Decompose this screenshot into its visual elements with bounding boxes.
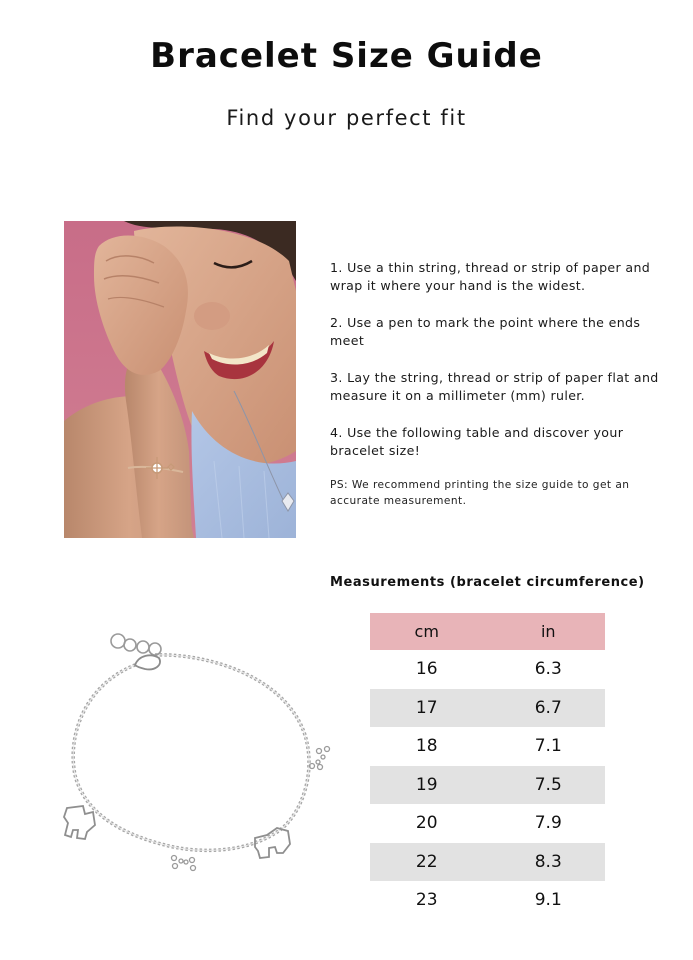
table-row	[370, 843, 605, 882]
instruction-step-3: 3. Lay the string, thread or strip of paper flat and measure it on a millimeter (mm) ruler.	[330, 370, 659, 403]
page-subtitle: Find your perfect fit	[226, 106, 467, 130]
cell-cm: 18	[415, 736, 438, 757]
cell-cm: 17	[370, 689, 488, 728]
cell-in: 6.7	[488, 689, 606, 728]
cell-in: 7.9	[534, 813, 562, 834]
cell-in: 7.1	[534, 736, 562, 757]
table-row	[370, 881, 605, 920]
page-title: Bracelet Size Guide	[150, 36, 543, 76]
instruction-step-4: 4. Use the following table and discover your bracelet size!	[330, 425, 624, 458]
size-table	[370, 613, 605, 920]
cell-in: 9.1	[534, 890, 562, 911]
cell-cm: 22	[370, 843, 488, 882]
measurements-title: Measurements (bracelet circumference)	[330, 575, 645, 590]
ps-note: PS: We recommend printing the size guide to get an accurate measurement.	[330, 479, 630, 507]
cell-cm: 19	[370, 766, 488, 805]
cell-cm: 16	[415, 659, 438, 680]
cell-in: 7.5	[488, 766, 606, 805]
model-photo-illustration	[64, 221, 296, 538]
column-header-in: in	[488, 613, 606, 650]
table-row	[370, 804, 605, 843]
table-row	[370, 766, 605, 805]
instruction-step-2: 2. Use a pen to mark the point where the ends meet	[330, 315, 641, 348]
table-row	[370, 727, 605, 766]
cell-in: 6.3	[534, 659, 562, 680]
cell-cm: 23	[415, 890, 438, 911]
table-row	[370, 650, 605, 689]
cell-in: 8.3	[488, 843, 606, 882]
column-header-cm: cm	[370, 613, 488, 650]
instructions	[330, 259, 660, 528]
bracelet-product-image	[55, 625, 355, 880]
model-photo	[64, 221, 296, 538]
cell-cm: 20	[415, 813, 438, 834]
bracelet-illustration	[55, 625, 355, 880]
instruction-step-1: 1. Use a thin string, thread or strip of paper and wrap it where your hand is the widest.	[330, 260, 651, 293]
table-row	[370, 689, 605, 728]
table-header-row	[370, 613, 605, 650]
